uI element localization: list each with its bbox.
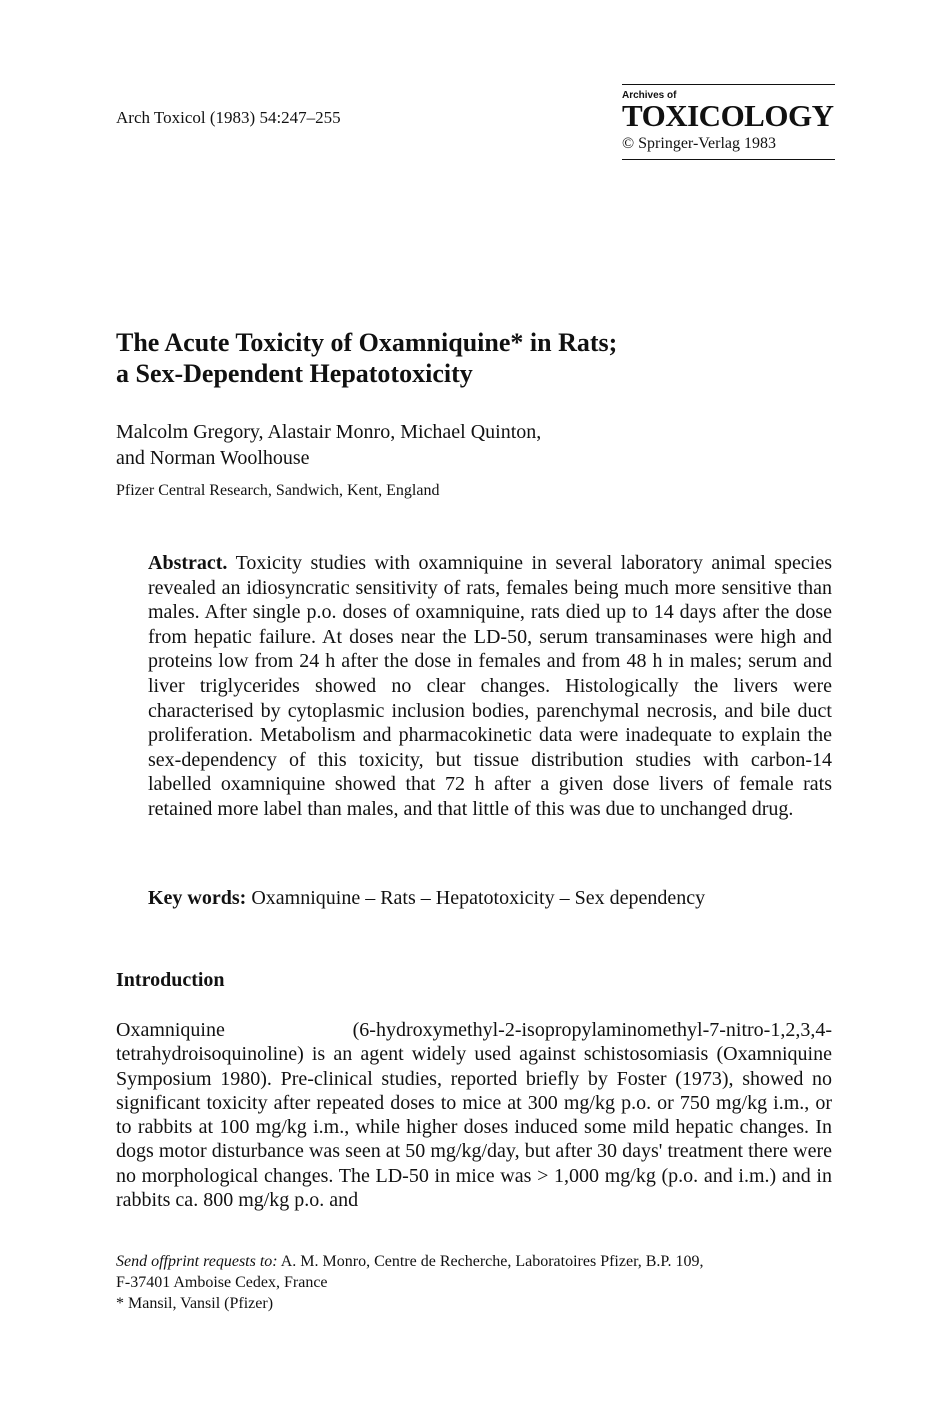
journal-citation: Arch Toxicol (1983) 54:247–255 <box>116 108 341 127</box>
keywords-text: Oxamniquine – Rats – Hepatotoxicity – Sex dependency <box>251 887 706 909</box>
abstract <box>148 551 832 822</box>
offprint-label: Send offprint requests to: <box>116 1253 278 1270</box>
title-line-2: a Sex-Dependent Hepatotoxicity <box>116 359 473 388</box>
title-line-1: The Acute Toxicity of Oxamniquine* in Rats; <box>116 328 618 357</box>
keywords-label: Key words: <box>148 887 247 909</box>
authors-line-1: Malcolm Gregory, Alastair Monro, Michael Quinton, <box>116 421 542 443</box>
journal-masthead <box>622 84 835 160</box>
affiliation: Pfizer Central Research, Sandwich, Kent, England <box>116 482 440 499</box>
introduction-paragraph: Oxamniquine (6-hydroxymethyl-2-isopropylaminomethyl-7-nitro-1,2,3,4-tetrahydroisoquinoline) is an agent widely used against schistosomiasis (Oxamniquine Symposium 1980). Pre-clinical studies, reported briefly by Foster (1973), showed no significant toxicity after repeated doses to mice at 300 mg/kg p.o. or 750 mg/kg i.m., or to rabbits at 100 mg/kg i.m., while higher doses induced some mild hepatic changes. In dogs motor disturbance was seen at 50 mg/kg/day, but after 30 days' treatment there were no morphological changes. The LD-50 in mice was > 1,000 mg/kg (p.o. and i.m.) and in rabbits ca. 800 mg/kg p.o. and <box>116 1019 832 1212</box>
trade-name-footnote: * Mansil, Vansil (Pfizer) <box>116 1295 274 1312</box>
article-title <box>116 327 816 389</box>
authors-line-2: and Norman Woolhouse <box>116 447 310 469</box>
keywords <box>148 887 832 910</box>
abstract-text: Toxicity studies with oxamniquine in several laboratory animal species revealed an idiosyncratic sensitivity of rats, females being much more sensitive than males. After single p.o. doses of oxamniquine, rats died up to 14 days after the dose from hepatic failure. At doses near the LD-50, serum transaminases were high and proteins low from 24 h after the dose in females and from 48 h in males; serum and liver triglycerides showed no clear changes. Histologically the livers were characterised by cytoplasmic inclusion bodies, parenchymal necrosis, and bile duct proliferation. Metabolism and pharmacokinetic data were inadequate to explain the sex-dependency of this toxicity, but tissue distribution studies with carbon-14 labelled oxamniquine showed that 72 h after a given dose livers of female rats retained more label than males, and that little of this was due to unchanged drug. <box>148 552 832 820</box>
copyright-notice: © Springer-Verlag 1983 <box>622 135 777 152</box>
masthead-top-rule <box>622 84 835 85</box>
author-list <box>116 419 816 471</box>
masthead-bottom-rule <box>622 159 835 160</box>
offprint-footnote <box>116 1251 832 1272</box>
offprint-address-line-2: F-37401 Amboise Cedex, France <box>116 1274 328 1291</box>
offprint-address: A. M. Monro, Centre de Recherche, Laboratoires Pfizer, B.P. 109, <box>280 1253 704 1270</box>
journal-name: TOXICOLOGY <box>622 98 834 133</box>
section-heading-introduction: Introduction <box>116 969 225 991</box>
footnotes <box>116 1251 832 1314</box>
abstract-label: Abstract. <box>148 552 228 574</box>
journal-label-small: Archives of <box>622 90 677 101</box>
